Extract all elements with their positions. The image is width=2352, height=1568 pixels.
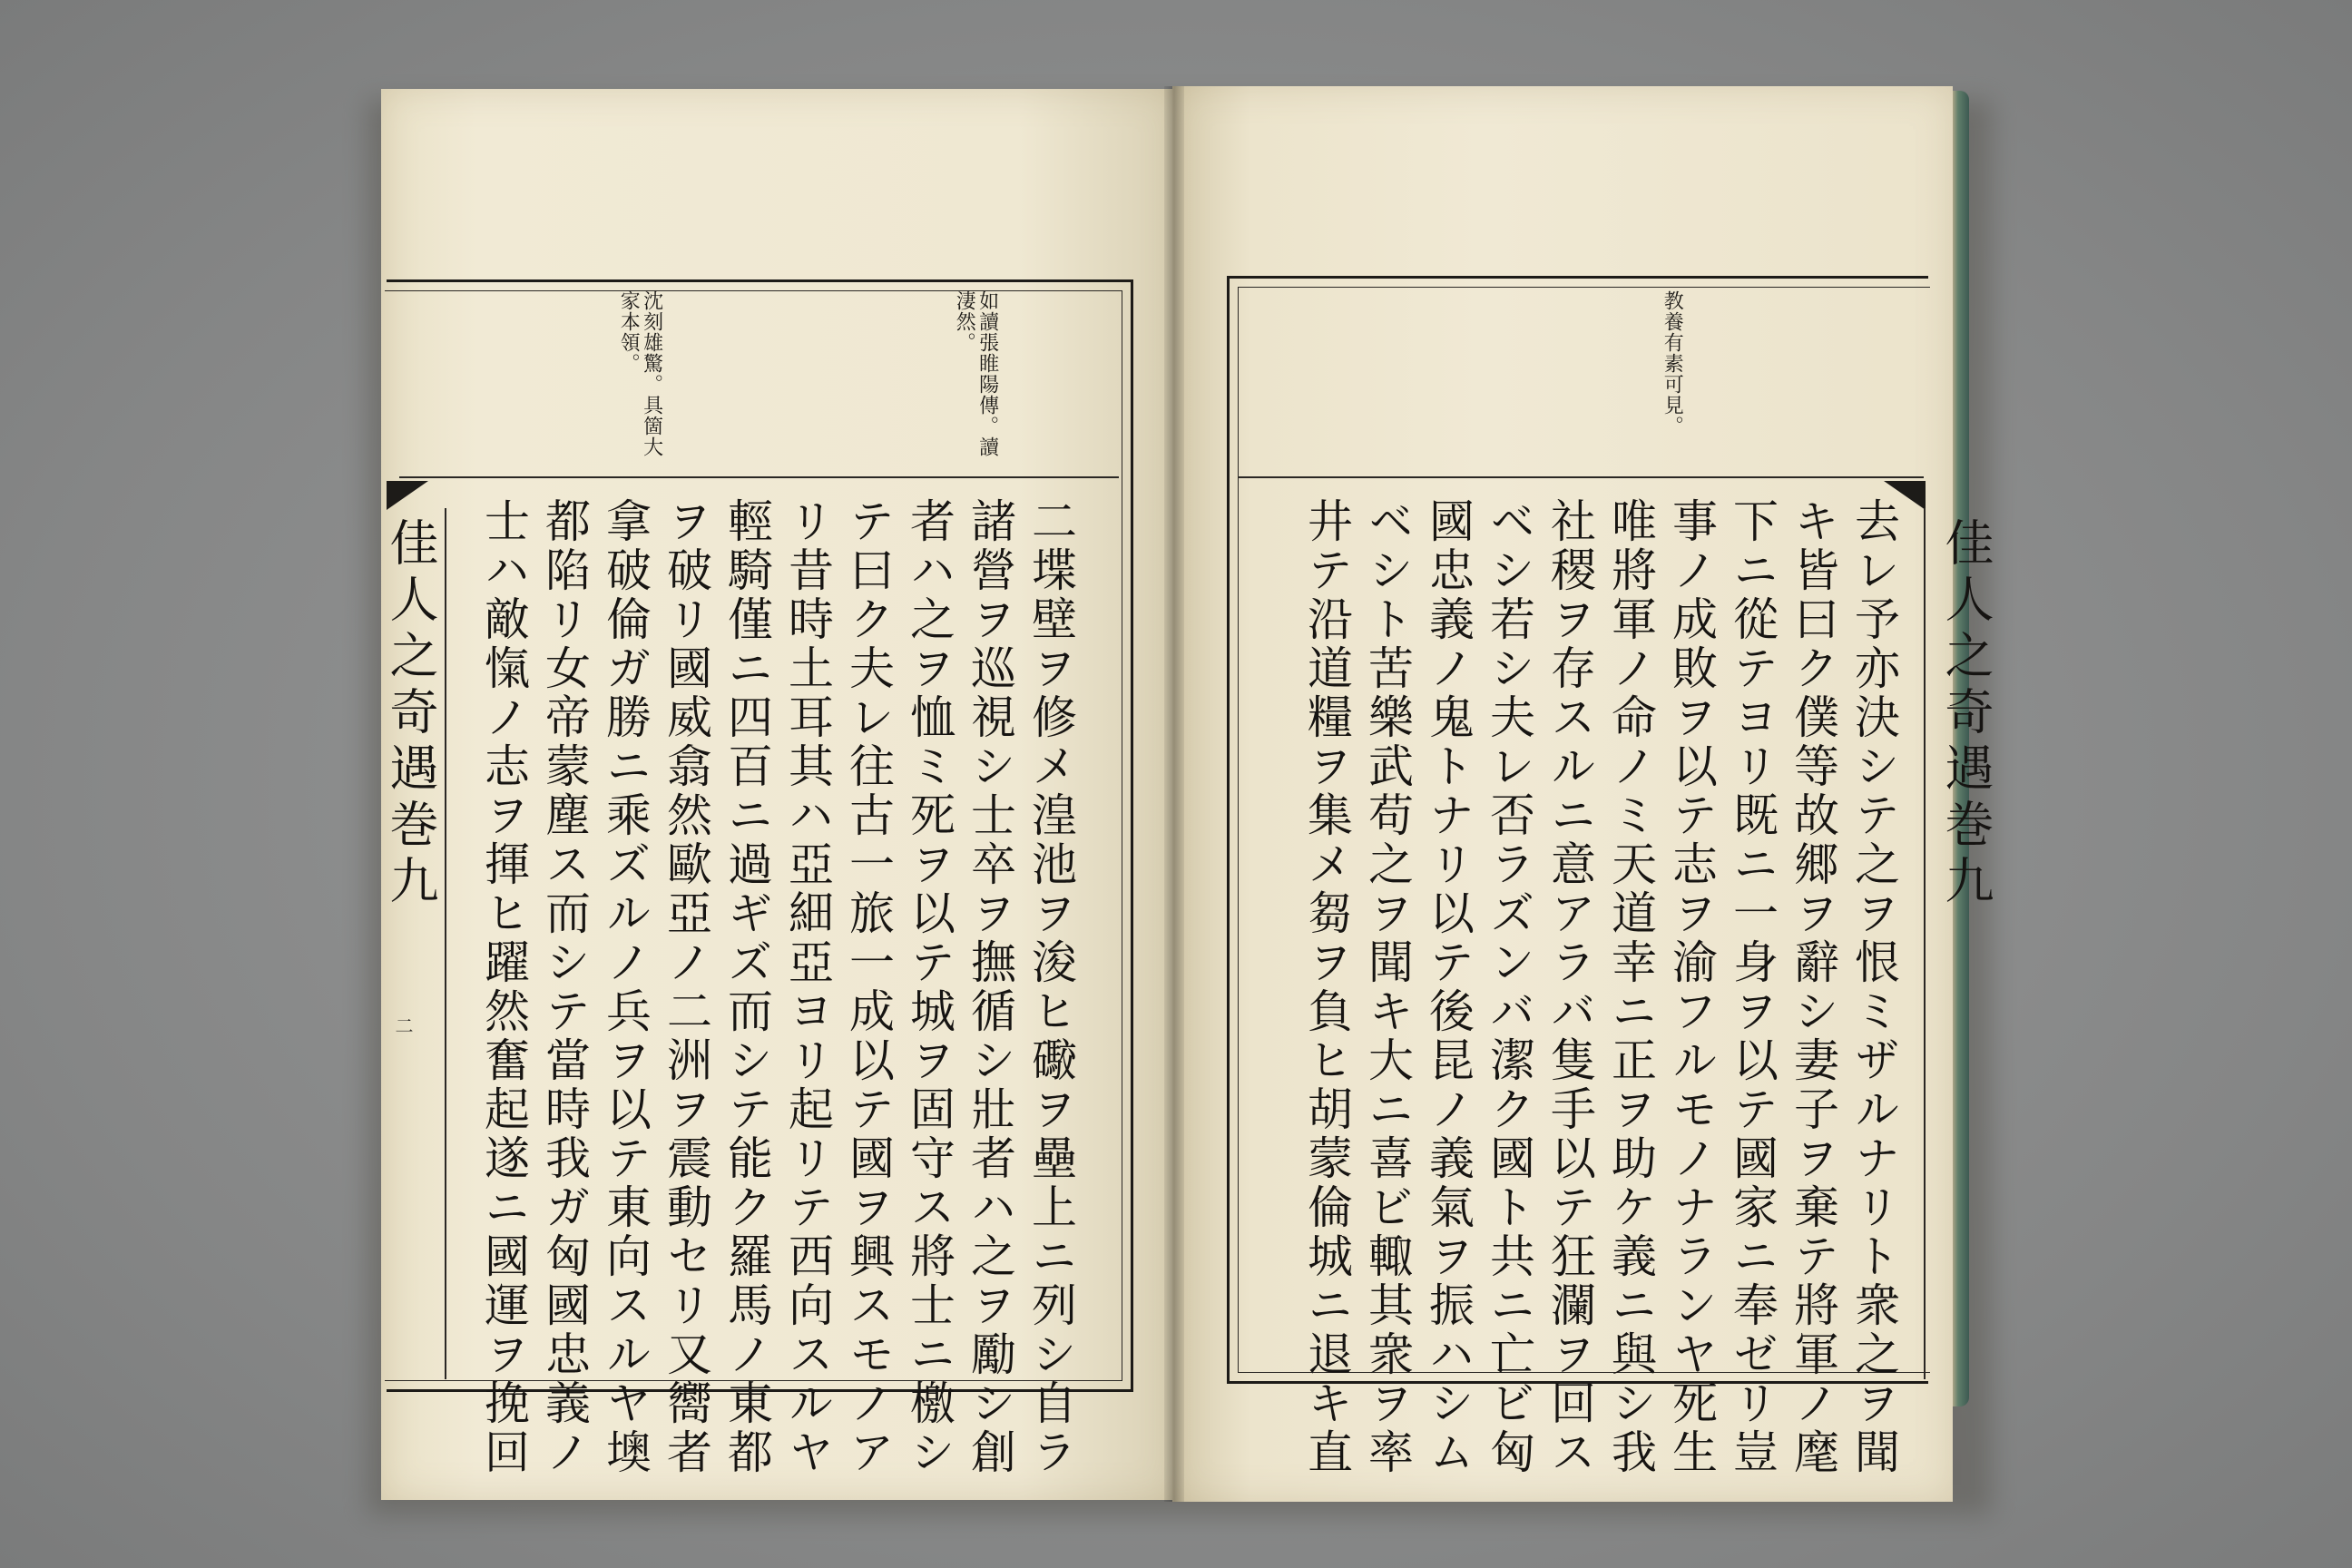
left-text-column-5: リ昔時土耳其ハ亞細亞ヨリ起リテ西向スルヤ [781,497,834,1477]
book-gutter [1164,86,1184,1502]
left-text-column-3: 者ハ之ヲ恤ミ死ヲ以テ城ヲ固守ス將士ニ檄シ [903,497,956,1477]
right-text-column-4: 事ノ成敗ヲ以テ志ヲ渝フルモノナランヤ死生 [1665,497,1718,1477]
right-hanshin-rule [1924,508,1926,1379]
left-text-column-4: テ曰ク夫レ往古一旅一成以テ國ヲ興スモノア [842,497,895,1477]
right-text-column-9: ベシト苦樂武苟之ヲ聞キ大ニ喜ビ輙其衆ヲ率 [1361,497,1414,1477]
right-text-column-7: ベシ若シ夫レ否ラズンバ潔ク國ト共ニ亡ビ匈 [1483,497,1535,1477]
right-text-column-8: 國忠義ノ鬼トナリ以テ後昆ノ義氣ヲ振ハシム [1422,497,1475,1477]
right-header-rule [1239,476,1924,478]
left-text-column-6: 輕騎僅ニ四百ニ過ギズ而シテ能ク羅馬ノ東都 [720,497,773,1477]
left-hanshin-title: 佳人之奇遇巻九 [382,517,439,911]
left-text-column-2: 諸營ヲ巡視シ士卒ヲ撫循シ壯者ハ之ヲ勵シ創 [964,497,1016,1477]
right-text-column-10: 井テ沿道糧ヲ集メ芻ヲ負ヒ胡蒙倫城ニ退キ直 [1300,497,1353,1477]
right-text-column-1: 去レ予亦決シテ之ヲ恨ミザルナリト衆之ヲ聞 [1847,497,1900,1477]
right-text-column-3: 下ニ從テヨリ既ニ一身ヲ以テ國家ニ奉ゼリ豈 [1726,497,1779,1477]
left-text-column-8: 拿破倫ガ勝ニ乘ズルノ兵ヲ以テ東向スルヤ墺 [599,497,652,1477]
left-text-column-10: 士ハ敵愾ノ志ヲ揮ヒ躍然奮起遂ニ國運ヲ挽回 [477,497,530,1477]
left-margin-note-1: 如讀張睢陽傳。讀淒然。 [953,290,999,457]
right-margin-note: 教養有素可見。 [1661,290,1684,436]
right-hanshin-title: 佳人之奇遇巻九 [1937,517,1994,911]
left-text-column-1: 二堞壁ヲ修メ湟池ヲ浚ヒ礮ヲ壘上ニ列シ自ラ [1024,497,1077,1477]
left-text-column-9: 都陷リ女帝蒙塵ス而シテ當時我ガ匈國忠義ノ [538,497,591,1477]
left-text-column-7: ヲ破リ國威翕然歐亞ノ二洲ヲ震動セリ又嚮者 [660,497,712,1477]
left-header-rule [399,476,1119,478]
right-text-column-2: キ皆曰ク僕等故郷ヲ辭シ妻子ヲ棄テ將軍ノ麾 [1787,497,1839,1477]
right-text-column-6: 社稷ヲ存スルニ意アラバ隻手以テ狂瀾ヲ回ス [1544,497,1596,1477]
right-text-column-5: 唯將軍ノ命ノミ天道幸ニ正ヲ助ケ義ニ與シ我 [1604,497,1657,1477]
left-margin-note-2: 沈刻雄驚。具箇大家本領。 [617,290,663,457]
left-folio-number: 二 [392,1016,414,1034]
left-fishtail-mark [387,481,428,510]
